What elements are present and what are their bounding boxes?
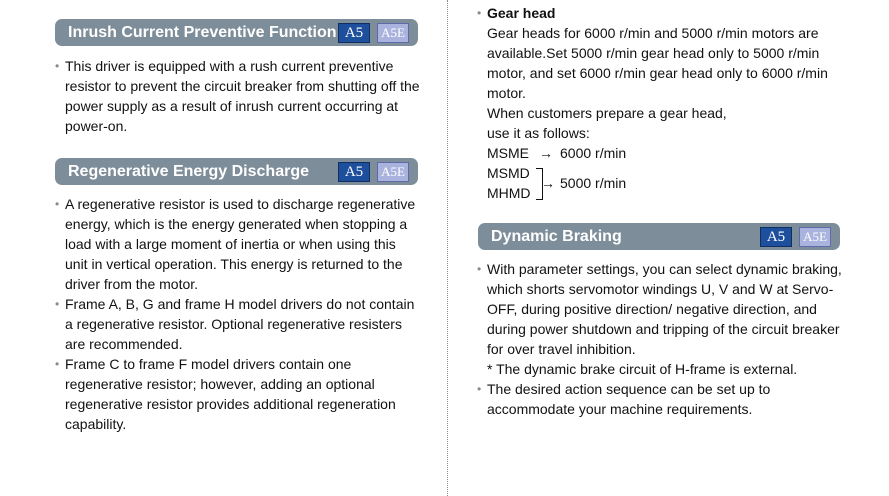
gear-section bbox=[477, 3, 842, 203]
bullet-icon: • bbox=[477, 6, 482, 20]
braking-item-text: The desired action sequence can be set up to accommodate your machine requirements. bbox=[487, 381, 771, 417]
inrush-list bbox=[55, 56, 420, 136]
bullet-icon: • bbox=[55, 197, 60, 211]
group-value: 5000 r/min bbox=[560, 175, 627, 191]
braking-note-text: * The dynamic brake circuit of H-frame is external. bbox=[487, 361, 798, 377]
braking-title: Dynamic Braking bbox=[491, 228, 622, 245]
list-item bbox=[55, 194, 420, 294]
mhmd-label: MHMD bbox=[487, 185, 531, 201]
list-item bbox=[55, 294, 420, 354]
regen-item-text: Frame A, B, G and frame H model drivers do not contain a regenerative resistor. Optional regenerative resisters are recommended. bbox=[65, 296, 415, 352]
gear-line: use it as follows: bbox=[487, 125, 590, 141]
gear-body-block bbox=[477, 23, 842, 203]
inrush-header bbox=[55, 19, 418, 46]
msme-label: MSME bbox=[487, 145, 529, 161]
a5e-badge: A5E bbox=[377, 162, 409, 182]
regen-item-text: Frame C to frame F model drivers contain one regenerative resistor; however, adding an optional regenerative resistor provides additional regeneration capability. bbox=[65, 356, 396, 432]
inrush-title: Inrush Current Preventive Function bbox=[68, 24, 337, 41]
regen-header bbox=[55, 158, 418, 185]
a5-badge: A5 bbox=[338, 162, 370, 182]
bullet-icon: • bbox=[55, 297, 60, 311]
list-item bbox=[55, 354, 420, 434]
a5e-badge: A5E bbox=[377, 23, 409, 43]
braking-item-text: With parameter settings, you can select dynamic braking, which shorts servomotor windings U, V and W at Servo-OFF, during positive direction/ negative direction, and during power shutdown and tripping of the circuit breaker for over travel inhibition. bbox=[487, 261, 842, 357]
bullet-icon: • bbox=[477, 262, 482, 276]
gear-title: Gear head bbox=[487, 5, 556, 21]
braking-header bbox=[478, 223, 840, 250]
braking-note bbox=[477, 359, 842, 379]
msme-row bbox=[487, 143, 842, 163]
gear-line: When customers prepare a gear head, bbox=[487, 105, 727, 121]
msmd-label: MSMD bbox=[487, 165, 530, 181]
inrush-item-text: This driver is equipped with a rush current preventive resistor to prevent the circuit breaker from shutting off the power supply as a result of inrush current occurring at power-on. bbox=[65, 58, 420, 134]
regen-list bbox=[55, 194, 420, 434]
list-item bbox=[477, 259, 842, 359]
list-item bbox=[477, 379, 842, 419]
a5-badge: A5 bbox=[338, 23, 370, 43]
regen-item-text: A regenerative resistor is used to discharge regenerative energy, which is the energy generated when stopping a load with a large moment of inertia or when using this unit in vertical operation. This energy is returned to the driver from the motor. bbox=[65, 196, 416, 292]
gear-body: Gear heads for 6000 r/min and 5000 r/min motors are available.Set 5000 r/min gear head only to 5000 r/min motor, and set 6000 r/min gear head only to 6000 r/min motor. bbox=[487, 25, 828, 101]
column-divider bbox=[447, 0, 448, 496]
bullet-icon: • bbox=[55, 59, 60, 73]
list-item bbox=[477, 3, 842, 23]
regen-title: Regenerative Energy Discharge bbox=[68, 163, 309, 180]
msme-value: 6000 r/min bbox=[560, 145, 627, 161]
arrow-right-icon: → bbox=[539, 145, 553, 161]
a5-badge: A5 bbox=[760, 227, 792, 247]
bullet-icon: • bbox=[55, 357, 60, 371]
braking-list bbox=[477, 259, 842, 419]
arrow-right-icon: → bbox=[541, 175, 555, 191]
a5e-badge: A5E bbox=[799, 227, 831, 247]
bullet-icon: • bbox=[477, 382, 482, 396]
list-item bbox=[55, 56, 420, 136]
msmd-mhmd-group bbox=[487, 163, 842, 203]
